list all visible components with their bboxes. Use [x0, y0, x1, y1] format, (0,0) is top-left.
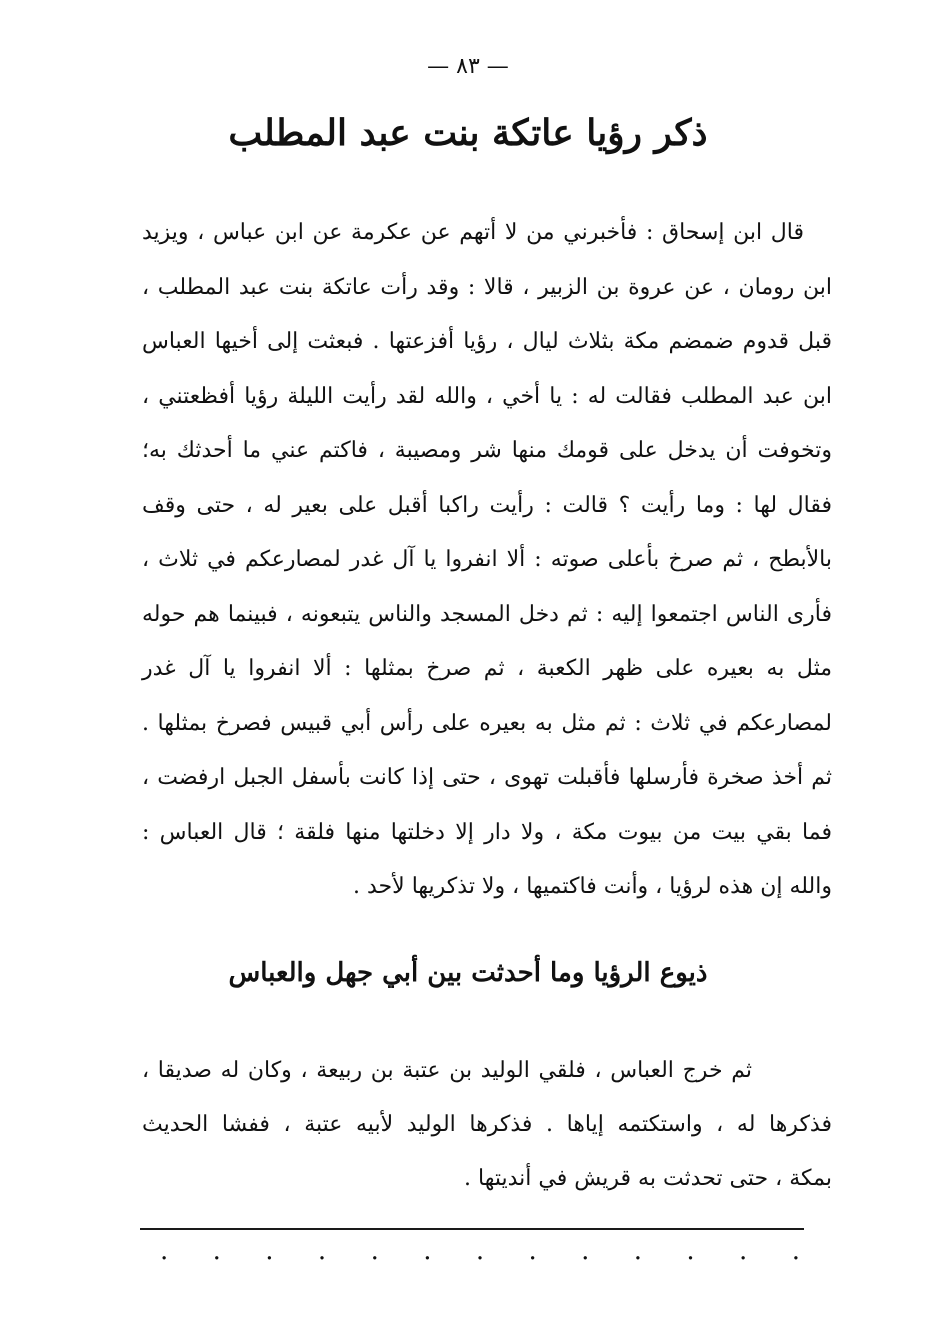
footer-dot: .	[528, 1236, 537, 1266]
footer-divider	[140, 1228, 804, 1230]
text-line: وتخوفت أن يدخل على قومك منها شر ومصيبة ، فاكتم عني ما أحدثك به؛	[142, 438, 832, 463]
footer-dot: .	[212, 1236, 221, 1266]
footer-dot: .	[686, 1236, 695, 1266]
footer-dot: .	[739, 1236, 748, 1266]
footer-dot: .	[581, 1236, 590, 1266]
text-line: فذكرها له ، واستكتمه إياها . فذكرها الوليد لأبيه عتبة ، ففشا الحديث	[142, 1112, 832, 1137]
footer-dot: .	[265, 1236, 274, 1266]
text-line: لمصارعكم في ثلاث : ثم مثل به بعيره على رأس أبي قبيس فصرخ بمثلها .	[142, 710, 832, 736]
text-line: ابن عبد المطلب فقالت له : يا أخي ، والله لقد رأيت الليلة رؤيا أفظعتني ،	[142, 383, 833, 409]
text-line: ابن رومان ، عن عروة بن الزبير ، قالا : وقد رأت عاتكة بنت عبد المطلب ،	[142, 274, 832, 300]
text-line: ثم خرج العباس ، فلقي الوليد بن عتبة بن ربيعة ، وكان له صديقا ،	[142, 1058, 752, 1083]
chapter-title: ذكر رؤيا عاتكة بنت عبد المطلب	[228, 112, 708, 154]
text-line: قبل قدوم ضمضم مكة بثلاث ليال ، رؤيا أفزعتها . فبعثت إلى أخيها العباس	[142, 329, 832, 354]
text-line: فقال لها : وما رأيت ؟ قالت : رأيت راكبا أقبل على بعير له ، حتى وقف	[142, 492, 832, 518]
footer-dot: .	[160, 1236, 169, 1266]
footer-dot: .	[791, 1236, 800, 1266]
footer-dot: .	[423, 1236, 432, 1266]
text-line: ثم أخذ صخرة فأرسلها فأقبلت تهوى ، حتى إذا كانت بأسفل الجبل ارفضت ،	[142, 765, 832, 790]
footer-dot: .	[317, 1236, 327, 1266]
text-line: قال ابن إسحاق : فأخبرني من لا أتهم عن عكرمة عن ابن عباس ، ويزيد	[142, 220, 804, 245]
text-line: بمكة ، حتى تحدثت به قريش في أنديتها .	[464, 1166, 832, 1191]
footer-dots	[160, 1236, 800, 1266]
text-line: فأرى الناس اجتمعوا إليه : ثم دخل المسجد والناس يتبعونه ، فبينما هم حوله	[142, 601, 832, 627]
text-line: مثل به بعيره على ظهر الكعبة ، ثم صرخ بمثلها : ألا انفروا يا آل غدر	[142, 656, 833, 681]
section-subtitle: ذيوع الرؤيا وما أحدثت بين أبي جهل والعباس	[228, 958, 708, 988]
paragraph-dream-spread	[142, 1044, 832, 1206]
footer-dot: .	[475, 1236, 485, 1266]
text-line: بالأبطح ، ثم صرخ بأعلى صوته : ألا انفروا يا آل غدر لمصارعكم في ثلاث ،	[142, 547, 832, 572]
footer-dot: .	[633, 1236, 643, 1266]
text-line: فما بقي بيت من بيوت مكة ، ولا دار إلا دخلتها منها فلقة ؛ قال العباس :	[142, 819, 832, 845]
paragraph-dream-narration	[142, 206, 832, 915]
footer-dot: .	[370, 1236, 379, 1266]
page-number: — ٨٣ —	[427, 54, 509, 79]
text-line: والله إن هذه لرؤيا ، وأنت فاكتميها ، ولا تذكريها لأحد .	[353, 874, 832, 899]
